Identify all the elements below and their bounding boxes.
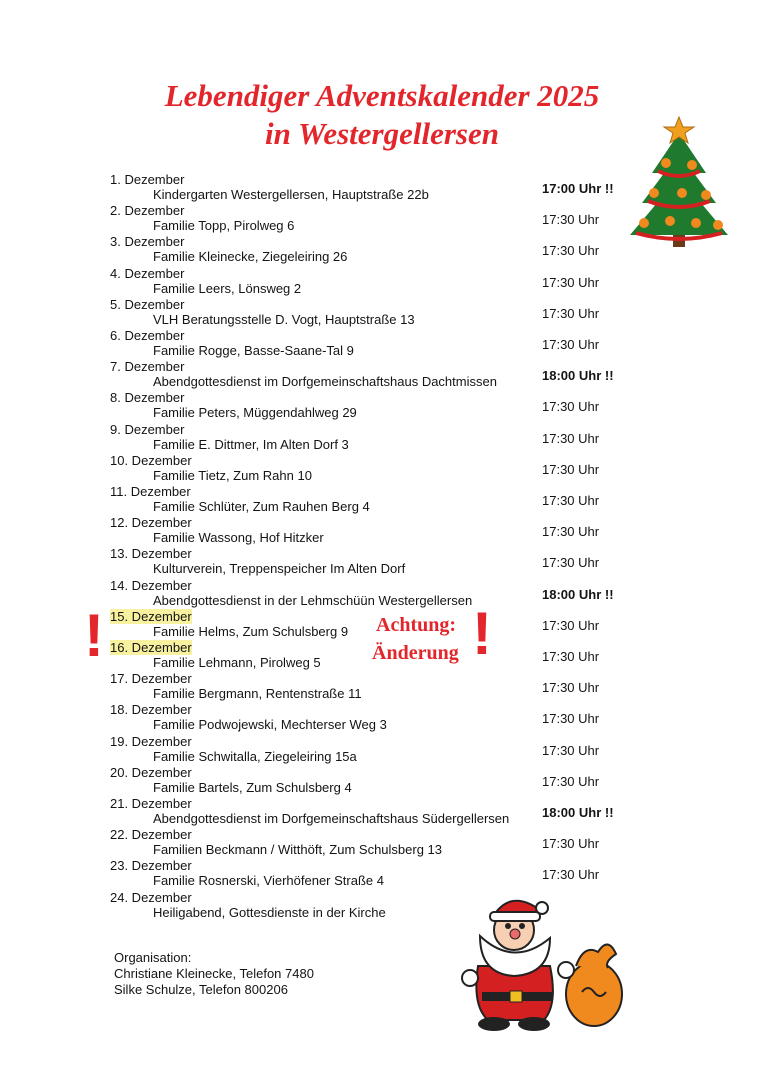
exclamation-mark-left: ! [84,602,104,669]
entry-date: 14. Dezember [110,577,192,593]
calendar-entry [110,671,630,702]
calendar-entry [110,827,630,858]
entry-date: 12. Dezember [110,515,192,531]
entry-date: 4. Dezember [110,265,185,281]
entry-date: 13. Dezember [110,546,192,562]
entry-location: Familie Helms, Zum Schulsberg 9 [153,623,349,639]
entry-location: Familie Bartels, Zum Schulsberg 4 [153,779,352,795]
calendar-entry [110,515,630,546]
calendar-entry [110,203,630,234]
calendar-entry [110,390,630,421]
entry-date: 21. Dezember [110,796,192,811]
entry-location: Kindergarten Westergellersen, Hauptstraße 22b [153,187,429,202]
entry-date: 10. Dezember [110,452,192,468]
entry-location: Familie Leers, Lönsweg 2 [153,280,302,296]
calendar-entry [110,484,630,515]
entry-time: 17:30 Uhr [542,243,600,259]
entry-location: Familie Schlüter, Zum Rauhen Berg 4 [153,499,370,514]
entry-date: 18. Dezember [110,702,192,718]
entry-time: 17:30 Uhr [542,617,600,633]
entry-location: Familie Kleinecke, Ziegeleiring 26 [153,249,348,265]
entry-time: 17:30 Uhr [542,524,600,540]
title-line-2: in Westergellersen [265,116,499,151]
entry-date: 17. Dezember [110,671,192,687]
calendar-entry [110,297,630,328]
entry-time: 17:30 Uhr [542,493,600,508]
entry-location: Heiligabend, Gottesdienste in der Kirche [153,904,386,920]
notice-line-1: Achtung: [376,614,457,636]
organisation-heading: Organisation: [114,950,192,965]
christmas-tree-icon [624,115,734,250]
calendar-entry [110,328,630,359]
entry-time: 17:30 Uhr [542,773,600,789]
calendar-entry [110,172,630,203]
entry-date: 7. Dezember [110,359,185,375]
calendar-entry [110,422,630,453]
entry-location: Abendgottesdienst im Dorfgemeinschaftshaus Südergellersen [153,811,510,826]
entry-location: Familie Tietz, Zum Rahn 10 [153,467,312,483]
entry-time: 17:30 Uhr [542,212,600,228]
notice-line-2: Änderung [372,642,459,664]
entry-time: 17:30 Uhr [542,461,600,477]
entry-time: 18:00 Uhr !! [542,586,614,602]
entry-time: 17:30 Uhr [542,399,600,415]
organisation-contact-2: Silke Schulze, Telefon 800206 [114,982,288,997]
entry-time: 17:30 Uhr [542,430,600,446]
entry-date: 2. Dezember [110,203,185,219]
entry-date: 6. Dezember [110,328,185,343]
entry-time: 17:30 Uhr [542,711,600,727]
entry-date: 11. Dezember [110,484,191,499]
entry-time: 18:00 Uhr !! [542,368,614,384]
calendar-entry [110,234,630,265]
calendar-entry [110,734,630,765]
entry-location: Familie Rogge, Basse-Saane-Tal 9 [153,343,354,358]
entry-time: 17:30 Uhr [542,649,600,664]
entry-date: 15. Dezember [110,608,192,624]
calendar-entry [110,640,630,671]
calendar-entry [110,609,630,640]
entry-location: Familie Peters, Müggendahlweg 29 [153,405,357,421]
entry-time: 17:30 Uhr [542,337,600,352]
entry-date: 5. Dezember [110,296,185,312]
entry-time: 17:30 Uhr [542,742,600,758]
calendar-entry [110,359,630,390]
entry-date: 16. Dezember [110,640,192,655]
entry-location: Familie Topp, Pirolweg 6 [153,218,295,234]
entry-time: 17:30 Uhr [542,555,600,571]
calendar-entry [110,266,630,297]
calendar-entry [110,546,630,577]
entry-location: Familie Podwojewski, Mechterser Weg 3 [153,717,387,733]
entry-location: Familie Lehmann, Pirolweg 5 [153,655,321,670]
entry-date: 19. Dezember [110,733,192,749]
entry-location: Familie E. Dittmer, Im Alten Dorf 3 [153,436,349,452]
entry-location: Familie Rosnerski, Vierhöfener Straße 4 [153,873,384,889]
calendar-entry [110,453,630,484]
entry-location: VLH Beratungsstelle D. Vogt, Hauptstraße 13 [153,311,415,327]
entry-date: 22. Dezember [110,827,192,843]
entry-location: Familien Beckmann / Witthöft, Zum Schulsberg 13 [153,842,443,858]
organisation-contact-1: Christiane Kleinecke, Telefon 7480 [114,966,314,981]
entry-date: 1. Dezember [110,172,185,187]
calendar-entry [110,578,630,609]
entry-time: 17:30 Uhr [542,867,600,883]
entry-location: Familie Wassong, Hof Hitzker [153,530,324,546]
calendar-entry [110,765,630,796]
exclamation-mark-right: ! [472,600,492,667]
calendar-entry [110,702,630,733]
entry-location: Abendgottesdienst in der Lehmschüün Westergellersen [153,592,473,608]
calendar-entry [110,858,630,889]
entry-date: 3. Dezember [110,234,185,250]
entry-date: 9. Dezember [110,421,185,437]
entry-date: 8. Dezember [110,390,185,406]
entry-time: 17:00 Uhr !! [542,181,614,196]
entry-time: 17:30 Uhr [542,680,600,696]
entry-location: Kulturverein, Treppenspeicher Im Alten Dorf [153,561,406,577]
entry-date: 24. Dezember [110,889,192,905]
santa-claus-icon [458,896,624,1034]
entry-date: 20. Dezember [110,764,192,780]
entry-date: 23. Dezember [110,858,192,874]
entry-time: 17:30 Uhr [542,274,600,290]
entry-location: Abendgottesdienst im Dorfgemeinschaftshaus Dachtmissen [153,374,497,390]
calendar-entry [110,796,630,827]
entry-location: Familie Schwitalla, Ziegeleiring 15a [153,748,357,764]
entry-location: Familie Bergmann, Rentenstraße 11 [153,686,362,702]
title-line-1: Lebendiger Adventskalender 2025 [164,78,600,113]
entry-time: 17:30 Uhr [542,836,600,852]
entry-time: 17:30 Uhr [542,305,600,321]
entry-time: 18:00 Uhr !! [542,805,614,820]
